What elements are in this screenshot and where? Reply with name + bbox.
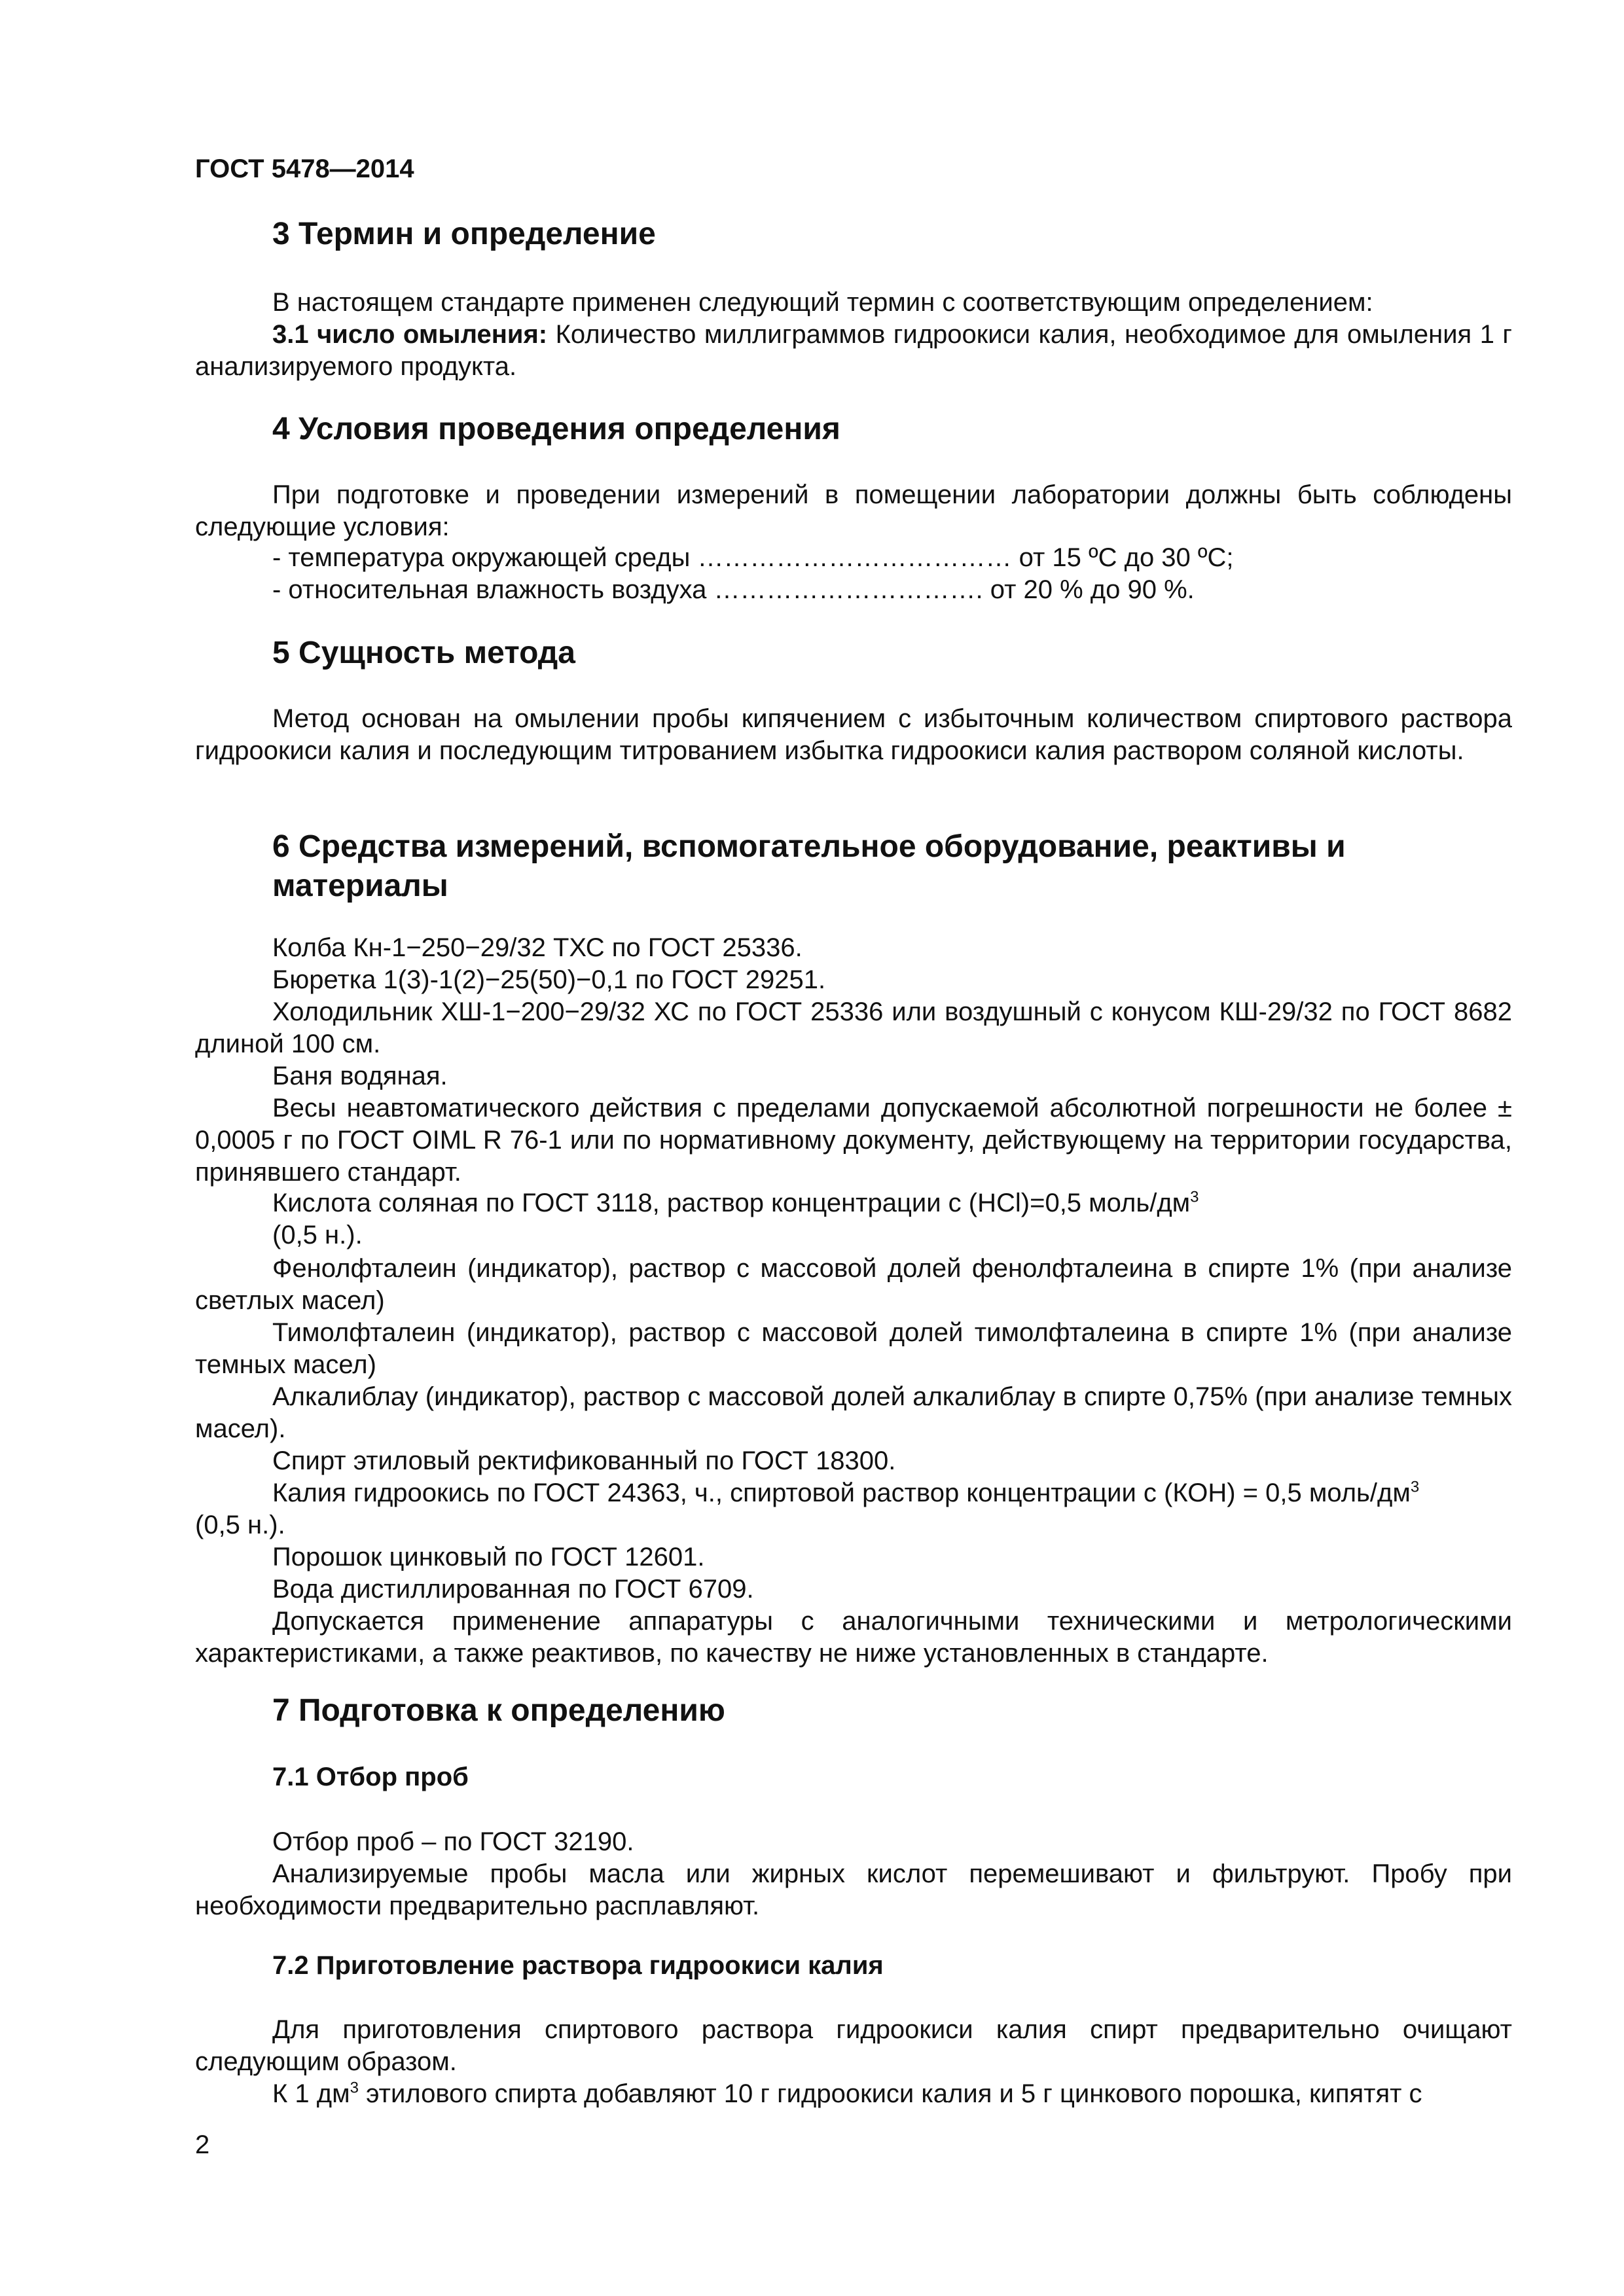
section-7-1-sampling: Отбор проб – по ГОСТ 32190. xyxy=(272,1827,634,1856)
item-scales: Весы неавтоматического действия с пределами допускаемой абсолютной погрешности не более ± 0,0005 г по ГОСТ OIML R 76-1 или по нормативному документу, действующему на территории государства, принявшего стандарт. xyxy=(195,1094,1512,1187)
item-koh-normality: (0,5 н.). xyxy=(195,1511,285,1539)
condition-temperature: - температура окружающей среды ……………………………… от 15 ºС до 30 ºС; xyxy=(272,543,1234,572)
item-acid-text: Кислота соляная по ГОСТ 3118, раствор концентрации с (HCl)=0,5 моль/дм xyxy=(272,1189,1191,1217)
section-4-intro: При подготовке и проведении измерений в помещении лаборатории должны быть соблюдены следующие условия: xyxy=(195,480,1512,541)
section-7-2-superscript: 3 xyxy=(350,2079,359,2097)
document-header: ГОСТ 5478—2014 xyxy=(195,154,414,183)
item-burette: Бюретка 1(3)-1(2)−25(50)−0,1 по ГОСТ 29251. xyxy=(272,965,826,994)
item-acid-normality: (0,5 н.). xyxy=(272,1221,363,1249)
item-koh-text: Калия гидроокись по ГОСТ 24363, ч., спиртовой раствор концентрации с (КОН) = 0,5 моль/дм xyxy=(272,1479,1411,1507)
section-7-2-text-2 xyxy=(195,2078,1512,2110)
item-thymolphthalein: Тимолфталеин (индикатор), раствор с массовой долей тимолфталеина в спирте 1% (при анализе темных масел) xyxy=(195,1318,1512,1379)
section-7-1-title: 7.1 Отбор проб xyxy=(272,1763,469,1791)
condition-humidity: - относительная влажность воздуха …………………………. от 20 % до 90 %. xyxy=(272,575,1195,604)
section-5-text: Метод основан на омылении пробы кипячением с избыточным количеством спиртового раствора гидроокиси калия и последующим титрованием избытка гидроокиси калия раствором соляной кислоты. xyxy=(195,704,1512,765)
item-allowed: Допускается применение аппаратуры с аналогичными техническими и метрологическими характеристиками, а также реактивов, по качеству не ниже установленных в стандарте. xyxy=(195,1607,1512,1668)
item-alkali-blue: Алкалиблау (индикатор), раствор с массовой долей алкалиблау в спирте 0,75% (при анализе темных масел). xyxy=(195,1382,1512,1443)
item-flask: Колба Кн-1−250−29/32 ТХС по ГОСТ 25336. xyxy=(272,933,803,962)
section-7-2-text-2b: этилового спирта добавляют 10 г гидроокиси калия и 5 г цинкового порошка, кипятят с xyxy=(358,2079,1422,2108)
item-acid xyxy=(272,1189,1199,1218)
section-7-title: 7 Подготовка к определению xyxy=(272,1693,725,1728)
section-3-title: 3 Термин и определение xyxy=(272,217,656,251)
term-definition xyxy=(195,319,1512,383)
item-phenolphthalein: Фенолфталеин (индикатор), раствор с массовой долей фенолфталеина в спирте 1% (при анализе светлых масел) xyxy=(195,1254,1512,1315)
item-zinc: Порошок цинковый по ГОСТ 12601. xyxy=(272,1543,705,1571)
section-7-2-text-1: Для приготовления спиртового раствора гидроокиси калия спирт предварительно очищают следующим образом. xyxy=(195,2015,1512,2076)
item-koh-superscript: 3 xyxy=(1410,1478,1420,1496)
term-label: 3.1 число омыления: xyxy=(272,320,548,349)
section-7-1-text: Анализируемые пробы масла или жирных кислот перемешивают и фильтруют. Пробу при необходимости предварительно расплавляют. xyxy=(195,1859,1512,1920)
item-alcohol: Спирт этиловый ректификованный по ГОСТ 18300. xyxy=(272,1446,896,1475)
section-7-2-text-2a: К 1 дм xyxy=(272,2079,350,2108)
item-water: Вода дистиллированная по ГОСТ 6709. xyxy=(272,1575,754,1604)
term-text: Количество миллиграммов гидроокиси калия, необходимое для омыления 1 г анализируемого продукта. xyxy=(195,320,1512,381)
section-3-intro: В настоящем стандарте применен следующий термин с соответствующим определением: xyxy=(272,288,1373,317)
section-7-2-title: 7.2 Приготовление раствора гидроокиси калия xyxy=(272,1951,884,1980)
item-acid-superscript: 3 xyxy=(1190,1188,1199,1206)
item-bath: Баня водяная. xyxy=(272,1062,448,1090)
item-cooler: Холодильник ХШ-1−200−29/32 ХС по ГОСТ 25336 или воздушный с конусом КШ-29/32 по ГОСТ 8682 длиной 100 см. xyxy=(195,997,1512,1058)
item-koh xyxy=(195,1477,1512,1509)
section-4-title: 4 Условия проведения определения xyxy=(272,412,840,446)
page-number: 2 xyxy=(195,2130,210,2159)
section-5-title: 5 Сущность метода xyxy=(272,636,575,670)
section-6-title: 6 Средства измерений, вспомогательное оборудование, реактивы и материалы xyxy=(272,829,1346,903)
